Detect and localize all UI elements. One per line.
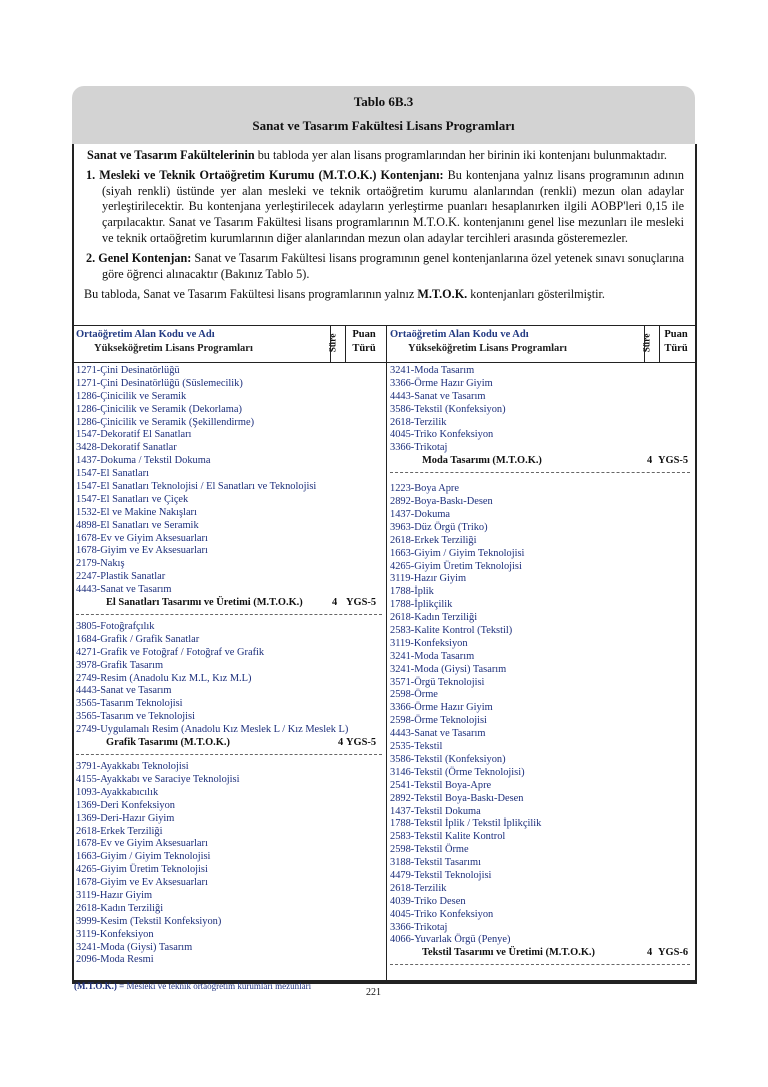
- page-number: 221: [366, 987, 381, 998]
- intro-text: [84, 148, 684, 303]
- field-code-item: 1437-Dokuma / Tekstil Dokuma: [76, 455, 211, 467]
- field-code-item: 3188-Tekstil Tasarımı: [390, 857, 481, 869]
- field-code-item: 4265-Giyim Üretim Teknolojisi: [390, 560, 522, 572]
- field-code-item: 2096-Moda Resmi: [76, 954, 154, 966]
- field-code-item: 1369-Deri Konfeksiyon: [76, 799, 175, 811]
- program-score-type: YGS-5: [658, 455, 689, 467]
- item-general-title: 2. Genel Kontenjan:: [86, 250, 192, 265]
- field-code-item: 3366-Trikotaj: [390, 921, 448, 933]
- right-group-1-program: [390, 455, 690, 469]
- field-code-item: 2598-Tekstil Örme: [390, 844, 469, 856]
- intro-rest: bu tabloda yer alan lisans programlarından her birinin iki kontenjanı bulunmaktadır.: [254, 148, 667, 162]
- right-sure-header: [642, 326, 658, 362]
- program-duration: 4: [338, 737, 344, 749]
- right-group-1-items: [390, 365, 690, 455]
- field-code-item: 1286-Çinicilik ve Seramik: [76, 390, 187, 402]
- right-column-header: [390, 328, 567, 356]
- footnote-text: Mesleki ve teknik ortaöğretim kurumları mezunları: [124, 981, 312, 991]
- field-code-item: 4066-Yuvarlak Örgü (Penye): [390, 934, 511, 946]
- field-code-item: 1093-Ayakkabıcılık: [76, 786, 159, 798]
- field-code-item: 2535-Tekstil: [390, 741, 443, 753]
- left-puan-header: [347, 328, 381, 356]
- left-group-3-items: [76, 761, 382, 967]
- table-title: Sanat ve Tasarım Fakültesi Lisans Programları: [252, 118, 515, 133]
- field-code-item: 3119-Hazır Giyim: [76, 889, 153, 901]
- field-code-item: 1437-Dokuma: [390, 509, 451, 521]
- group-separator: [76, 754, 382, 761]
- field-code-item: 1547-El Sanatları: [76, 468, 150, 480]
- header-bottom-rule: [72, 362, 695, 363]
- field-code-item: 1663-Giyim / Giyim Teknolojisi: [76, 851, 211, 863]
- field-code-item: 3366-Örme Hazır Giyim: [390, 702, 493, 714]
- field-code-item: 2749-Resim (Anadolu Kız M.L, Kız M.L): [76, 672, 252, 684]
- field-code-item: 3241-Moda (Giysi) Tasarım: [390, 663, 507, 675]
- field-code-item: 2179-Nakış: [76, 558, 125, 570]
- right-group-2-program: [390, 947, 690, 961]
- program-duration: 4: [647, 455, 653, 467]
- field-code-item: 3999-Kesim (Tekstil Konfeksiyon): [76, 915, 222, 927]
- field-code-item: 2618-Kadın Terziliği: [390, 612, 478, 624]
- left-sure-label: Süre: [328, 333, 339, 353]
- field-code-item: 2598-Örme Teknolojisi: [390, 715, 487, 727]
- field-code-item: 2618-Erkek Terziliği: [390, 534, 477, 546]
- program-duration: 4: [332, 597, 338, 609]
- field-code-item: 2541-Tekstil Boya-Apre: [390, 779, 492, 791]
- field-code-item: 1547-El Sanatları Teknolojisi / El Sanatları ve Teknolojisi: [76, 481, 317, 493]
- field-code-item: 2247-Plastik Sanatlar: [76, 571, 166, 583]
- field-code-item: 3241-Moda Tasarım: [390, 650, 475, 662]
- field-code-item: 1788-Tekstil İplik / Tekstil İplikçilik: [390, 818, 542, 830]
- right-turu-label: Türü: [664, 343, 688, 354]
- field-code-item: 1369-Deri-Hazır Giyim: [76, 812, 175, 824]
- intro-paragraph: [84, 148, 684, 164]
- program-name: El Sanatları Tasarımı ve Üretimi (M.T.O.K.): [106, 597, 303, 609]
- field-code-item: 3119-Konfeksiyon: [76, 928, 154, 940]
- field-code-item: 1437-Tekstil Dokuma: [390, 805, 481, 817]
- field-code-item: 3978-Grafik Tasarım: [76, 659, 164, 671]
- field-code-item: 1684-Grafik / Grafik Sanatlar: [76, 633, 200, 645]
- header-top-rule: [72, 325, 695, 326]
- item-mtok-text: Bu kontenjana yalnız lisans programının adının (siyah renkli) üstünde yer alan mesleki ve teknik ortaöğretim kurumu alanlarından (renkli) mezun olan adaylar yerleştirilecektir. Bu kontenjana yerleştirilecek adayların yerleştirme puanları hesaplanırken ilgili AOBP'leri 0,15 ile çarpılacaktır. Sanat ve Tasarım Fakültesi lisans programlarının M.T.O.K. kontenjanını genel lise mezunları ile mesleki ve teknik ortaöğretim kurumlarının diğer alanlarından mezun olan adaylar tercihleri arasında gösteremezler.: [102, 167, 684, 245]
- field-code-item: 3119-Hazır Giyim: [390, 573, 467, 585]
- note-post: kontenjanları gösterilmiştir.: [467, 287, 605, 302]
- center-divider: [386, 325, 387, 982]
- left-column-header: [76, 328, 253, 356]
- field-code-item: 1678-Ev ve Giyim Aksesuarları: [76, 838, 208, 850]
- field-code-item: 3366-Trikotaj: [390, 442, 448, 454]
- note-pre: Bu tabloda, Sanat ve Tasarım Fakültesi lisans programlarının yalnız: [84, 287, 418, 302]
- field-code-item: 1547-Dekoratif El Sanatları: [76, 429, 192, 441]
- field-code-item: 2598-Örme: [390, 689, 438, 701]
- item-mtok-title: 1. Mesleki ve Teknik Ortaöğretim Kurumu (M.T.O.K.) Kontenjanı:: [86, 167, 444, 182]
- field-code-item: 2618-Erkek Terziliği: [76, 825, 163, 837]
- field-code-item: 2892-Tekstil Boya-Baskı-Desen: [390, 792, 524, 804]
- field-code-item: 4479-Tekstil Teknolojisi: [390, 869, 492, 881]
- field-code-item: 1271-Çini Desinatörlüğü: [76, 365, 180, 376]
- field-code-item: 1547-El Sanatları ve Çiçek: [76, 493, 189, 505]
- field-code-item: 3428-Dekoratif Sanatlar: [76, 442, 177, 454]
- right-puan-label: Puan: [664, 329, 688, 340]
- field-code-item: 1788-İplikçilik: [390, 599, 453, 611]
- left-col-subtitle: Yükseköğretim Lisans Programları: [94, 343, 253, 354]
- field-code-item: 4443-Sanat ve Tasarım: [390, 390, 486, 402]
- group-separator: [390, 472, 690, 479]
- field-code-item: 3565-Tasarım ve Teknolojisi: [76, 711, 195, 723]
- field-code-item: 3366-Örme Hazır Giyim: [390, 377, 493, 389]
- field-code-item: 1663-Giyim / Giyim Teknolojisi: [390, 547, 525, 559]
- field-code-item: 2618-Terzilik: [390, 882, 447, 894]
- field-code-item: 3146-Tekstil (Örme Teknolojisi): [390, 766, 525, 778]
- program-score-type: YGS-5: [346, 737, 377, 749]
- program-duration: 4: [647, 947, 653, 959]
- field-code-item: 2749-Uygulamalı Resim (Anadolu Kız Meslek L / Kız Meslek L): [76, 724, 349, 736]
- group-separator: [76, 614, 382, 621]
- field-code-item: 4265-Giyim Üretim Teknolojisi: [76, 864, 208, 876]
- field-code-item: 1532-El ve Makine Nakışları: [76, 506, 197, 518]
- item-mtok: [84, 168, 684, 247]
- field-code-item: 3791-Ayakkabı Teknolojisi: [76, 761, 189, 773]
- program-name: Tekstil Tasarımı ve Üretimi (M.T.O.K.): [422, 947, 595, 959]
- field-code-item: 1223-Boya Apre: [390, 483, 459, 495]
- program-score-type: YGS-6: [658, 947, 689, 959]
- right-group-2-items: [390, 483, 690, 947]
- intro-bold: Sanat ve Tasarım Fakültelerinin: [87, 148, 255, 162]
- field-code-item: 2583-Tekstil Kalite Kontrol: [390, 831, 506, 843]
- field-code-item: 4155-Ayakkabı ve Saraciye Teknolojisi: [76, 773, 240, 785]
- field-code-item: 1286-Çinicilik ve Seramik (Şekillendirme): [76, 416, 255, 428]
- left-group-2-items: [76, 621, 382, 737]
- right-sure-label: Süre: [642, 333, 653, 353]
- intro-note: [84, 287, 684, 303]
- right-sure-divider: [644, 325, 645, 362]
- field-code-item: 4443-Sanat ve Tasarım: [76, 685, 172, 697]
- field-code-item: 4045-Triko Konfeksiyon: [390, 429, 494, 441]
- field-code-item: 3241-Moda Tasarım: [390, 365, 475, 376]
- right-puan-divider: [659, 325, 660, 362]
- note-bold: M.T.O.K.: [417, 287, 468, 302]
- field-code-item: 1286-Çinicilik ve Seramik (Dekorlama): [76, 403, 242, 415]
- left-program-list: [76, 365, 382, 967]
- field-code-item: 3805-Fotoğrafçılık: [76, 621, 155, 633]
- title-band: [72, 86, 695, 144]
- field-code-item: 1788-İplik: [390, 586, 434, 598]
- group-separator: [390, 964, 690, 971]
- field-code-item: 4045-Triko Konfeksiyon: [390, 908, 494, 920]
- program-name: Grafik Tasarımı (M.T.O.K.): [106, 737, 230, 749]
- field-code-item: 4039-Triko Desen: [390, 895, 466, 907]
- field-code-item: 1678-Ev ve Giyim Aksesuarları: [76, 532, 208, 544]
- field-code-item: 1271-Çini Desinatörlüğü (Süslemecilik): [76, 377, 243, 389]
- item-general: [84, 251, 684, 283]
- field-code-item: 3241-Moda (Giysi) Tasarım: [76, 941, 193, 953]
- table-number: Tablo 6B.3: [353, 94, 414, 109]
- left-group-1-program: [76, 597, 382, 611]
- left-puan-label: Puan: [352, 329, 376, 340]
- field-code-item: 4898-El Sanatları ve Seramik: [76, 519, 199, 531]
- left-puan-divider: [345, 325, 346, 362]
- left-sure-header: [328, 326, 344, 362]
- field-code-item: 2618-Kadın Terziliği: [76, 902, 164, 914]
- field-code-item: 3586-Tekstil (Konfeksiyon): [390, 753, 506, 765]
- field-code-item: 1678-Giyim ve Ev Aksesuarları: [76, 877, 208, 889]
- program-name: Moda Tasarımı (M.T.O.K.): [422, 455, 542, 467]
- field-code-item: 2583-Kalite Kontrol (Tekstil): [390, 625, 513, 637]
- field-code-item: 3963-Düz Örgü (Triko): [390, 521, 488, 533]
- right-puan-header: [659, 328, 693, 356]
- left-turu-label: Türü: [352, 343, 376, 354]
- field-code-item: 3571-Örgü Teknolojisi: [390, 676, 485, 688]
- field-code-item: 3586-Tekstil (Konfeksiyon): [390, 403, 506, 415]
- field-code-item: 4271-Grafik ve Fotoğraf / Fotoğraf ve Grafik: [76, 646, 265, 658]
- right-col-title: Ortaöğretim Alan Kodu ve Adı: [390, 329, 529, 340]
- field-code-item: 3119-Konfeksiyon: [390, 637, 468, 649]
- program-score-type: YGS-5: [346, 597, 377, 609]
- field-code-item: 4443-Sanat ve Tasarım: [390, 728, 486, 740]
- left-group-2-program: [76, 737, 382, 751]
- field-code-item: 1678-Giyim ve Ev Aksesuarları: [76, 545, 208, 557]
- field-code-item: 4443-Sanat ve Tasarım: [76, 584, 172, 596]
- item-general-text: Sanat ve Tasarım Fakültesi lisans programının genel kontenjanlarına özel yetenek sınavı sonuçlarına göre öğrenci alınacaktır (Bakınız Tablo 5).: [102, 250, 684, 281]
- left-sure-divider: [330, 325, 331, 362]
- right-program-list: [390, 365, 690, 971]
- footnote-key: (M.T.O.K.) =: [74, 981, 125, 991]
- left-group-1-items: [76, 365, 382, 597]
- left-col-title: Ortaöğretim Alan Kodu ve Adı: [76, 329, 215, 340]
- field-code-item: 3565-Tasarım Teknolojisi: [76, 698, 183, 710]
- right-col-subtitle: Yükseköğretim Lisans Programları: [408, 343, 567, 354]
- footnote: [74, 981, 311, 991]
- field-code-item: 2892-Boya-Baskı-Desen: [390, 496, 493, 508]
- field-code-item: 2618-Terzilik: [390, 416, 447, 428]
